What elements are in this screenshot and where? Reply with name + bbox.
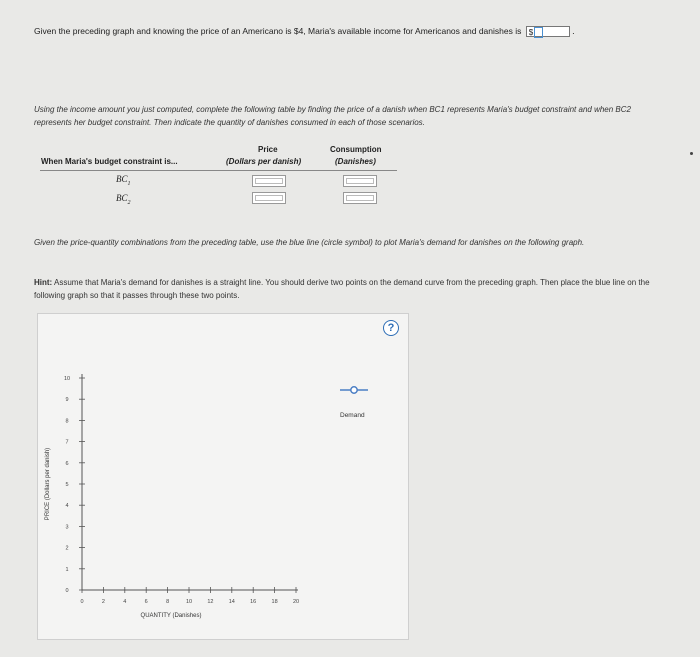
plot-instructions: Given the price-quantity combinations from the preceding table, use the blue line (circle symbol) to plot Maria's demand for danishes on the following graph. — [34, 238, 585, 247]
y-tick-label: 5 — [65, 482, 69, 488]
graph-axes — [82, 374, 298, 590]
dollar-prefix: $ — [528, 28, 534, 38]
y-tick-label: 7 — [65, 439, 69, 446]
x-tick-label: 10 — [185, 599, 193, 605]
x-tick-label: 4 — [123, 599, 127, 605]
y-tick-label: 8 — [65, 418, 69, 425]
x-tick-label: 16 — [250, 599, 257, 605]
circle-icon — [351, 387, 357, 393]
demand-legend-tool[interactable] — [340, 387, 368, 419]
table-header-price-unit: (Dollars per danish) — [226, 157, 302, 166]
table-instructions: Using the income amount you just computed, complete the following table by finding the price of a danish when BC1 represents Maria's budget constraint and when BC2 represents her budget constraint. Then indicate the quantity of danishes consumed in each of those scenarios. — [34, 105, 631, 127]
row-bc1-label: $BC_1$ — [116, 174, 131, 187]
x-tick-label: 2 — [101, 599, 105, 605]
y-tick-label: 10 — [63, 376, 71, 382]
x-tick-label: 0 — [80, 599, 84, 605]
table-header-consumption: Consumption — [330, 145, 382, 154]
x-tick-label: 12 — [207, 599, 214, 605]
legend-demand-label: Demand — [340, 412, 365, 419]
x-tick-label: 8 — [166, 599, 170, 605]
y-tick-label: 1 — [65, 566, 69, 573]
graph-ticks — [64, 376, 299, 605]
y-tick-label: 2 — [65, 545, 69, 552]
x-tick-label: 6 — [144, 599, 148, 605]
y-tick-label: 3 — [65, 524, 69, 531]
income-question-text: Given the preceding graph and knowing the price of an Americano is $4, Maria's available income for Americanos and danishes is — [34, 26, 522, 36]
y-tick-label: 9 — [65, 397, 69, 404]
hint-text: Assume that Maria's demand for danishes is a straight line. You should derive two points on the demand curve from the preceding graph. Then place the blue line on the following graph so that it passes through these two points. — [34, 278, 650, 300]
y-tick-label: 4 — [65, 503, 69, 510]
income-period: . — [572, 26, 575, 36]
x-tick-label: 14 — [228, 599, 235, 605]
row-bc2-label: $BC_2$ — [116, 193, 131, 206]
y-axis-label: PRICE (Dollars per danish) — [45, 447, 51, 521]
hint-label: Hint: — [34, 278, 53, 287]
y-tick-label: 6 — [65, 460, 69, 467]
table-header-price: Price — [258, 145, 278, 154]
x-axis-label: QUANTITY (Danishes) — [140, 613, 202, 619]
table-header-constraint: When Maria's budget constraint is... — [41, 157, 178, 166]
table-header-consumption-unit: (Danishes) — [335, 157, 376, 166]
help-icon[interactable]: ? — [383, 320, 399, 336]
x-tick-label: 18 — [271, 599, 278, 605]
y-tick-label: 0 — [65, 588, 69, 594]
x-tick-label: 20 — [292, 599, 300, 605]
